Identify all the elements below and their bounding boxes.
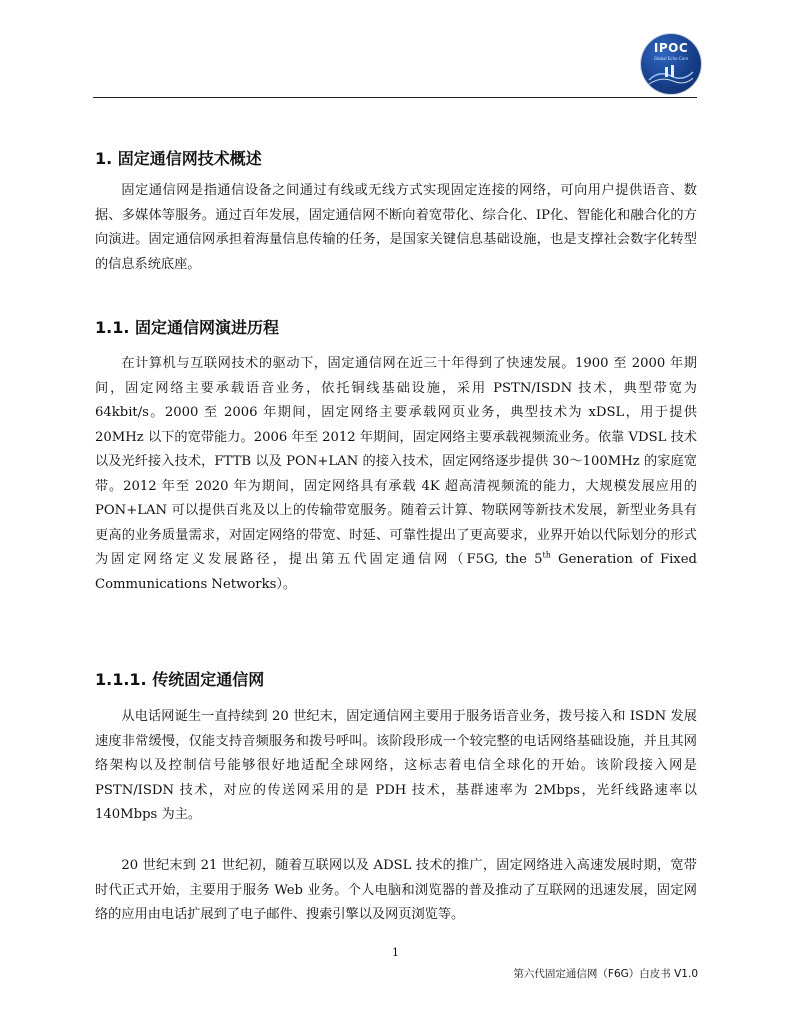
section-1-1-1-paragraph-2: 20 世纪末到 21 世纪初，随着互联网以及 ADSL 技术的推广，固定网络进入高速发展时期，宽带时代正式开始，主要用于服务 Web 业务。个人电脑和浏览器的普及推动了互联网的迅速发展，固定网络的应用由电话扩展到了电子邮件、搜索引擎以及网页浏览等。 <box>95 858 697 922</box>
footer-doc-title: 第六代固定通信网（F6G）白皮书 V1.0 <box>513 968 698 980</box>
section-1-1-1-title: 1.1.1. 传统固定通信网 <box>95 670 265 689</box>
section-1-1-paragraph <box>95 352 697 597</box>
superscript-th: th <box>542 550 551 560</box>
ipoc-logo-icon <box>641 34 701 94</box>
page-number: 1 <box>392 946 399 959</box>
logo-text: IPOC <box>653 41 689 55</box>
paragraph-text: 在计算机与互联网技术的驱动下，固定通信网在近三十年得到了快速发展。1900 至 2000 年期间，固定网络主要承载语音业务，依托铜线基础设施，采用 PSTN/ISDN 技术，典型带宽为 64kbit/s。2000 至 2006 年期间，固定网络主要承载网页业务，典型技术为 xDSL，用于提供 20MHz 以下的宽带能力。2006 年至 2012 年期间，固定网络主要承载视频流业务。依靠 VDSL 技术以及光纤接入技术，FTTB 以及 PON+LAN 的接入技术，固定网络逐步提供 30～100MHz 的家庭宽带。2012 年至 2020 年为期间，固定网络具有承载 4K 超高清视频流的能力，大规模发展应用的 PON+LAN 可以提供百兆及以上的传输带宽服务。随着云计算、物联网等新技术发展，新型业务具有更高的业务质量需求，对固定网络的带宽、时延、可靠性提出了更高要求，业界开始以代际划分的形式为固定网络定义发展路径，提出第五代固定通信网（F5G, the 5 <box>95 356 697 567</box>
logo-wave-graphic <box>647 62 695 90</box>
header-divider <box>93 97 697 98</box>
logo-subtext: Global Echo Care <box>653 56 689 61</box>
section-1-1-1-paragraph-1: 从电话网诞生一直持续到 20 世纪末，固定通信网主要用于服务语音业务，拨号接入和 ISDN 发展速度非常缓慢，仅能支持音频服务和拨号呼叫。该阶段形成一个较完整的电话网络基础设施，并且其网络架构以及控制信号能够很好地适配全球网络，这标志着电信全球化的开始。该阶段接入网是 PSTN/ISDN 技术，对应的传送网采用的是 PDH 技术，基群速率为 2Mbps，光纤线路速率以 140Mbps 为主。 <box>95 709 697 822</box>
paragraph-text-end: Generation of Fixed Communications Networks）。 <box>95 552 697 592</box>
section-1-1-title: 1.1. 固定通信网演进历程 <box>95 318 279 337</box>
section-1-title: 1. 固定通信网技术概述 <box>95 149 262 168</box>
section-1-paragraph: 固定通信网是指通信设备之间通过有线或无线方式实现固定连接的网络，可向用户提供语音、数据、多媒体等服务。通过百年发展，固定通信网不断向着宽带化、综合化、IP化、智能化和融合化的方向演进。固定通信网承担着海量信息传输的任务，是国家关键信息基础设施，也是支撑社会数字化转型的信息系统底座。 <box>95 183 697 272</box>
